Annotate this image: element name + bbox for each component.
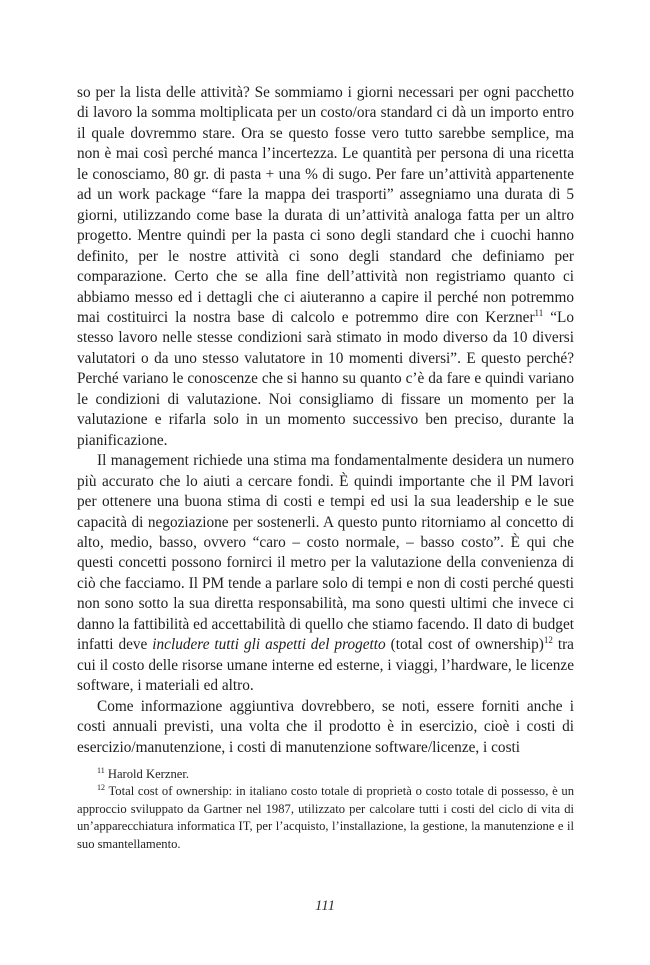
text-segment: tra cui il costo delle risorse umane interne ed esterne, i viaggi, l’hardware, le licenze software, i materiali ed altro. <box>77 636 574 695</box>
paragraph-1 <box>77 83 574 451</box>
footnote-number: 12 <box>97 783 105 793</box>
footnote-12 <box>77 783 574 853</box>
footnote-text: Total cost of ownership: in italiano costo totale di proprietà o costo totale di possesso, è un approccio sviluppato da Gartner nel 1987, utilizzato per calcolare tutti i costi del ciclo di vita di un’apparecchiatura informatica IT, per l’acquisto, l’installazione, la gestione, la manutenzione e il suo smantellamento. <box>77 784 574 851</box>
footnote-text: Harold Kerzner. <box>104 767 189 781</box>
text-segment: so per la lista delle attività? Se sommiamo i giorni necessari per ogni pacchetto di lavoro la somma moltiplicata per un costo/ora standard ci dà un importo entro il quale dovremmo stare. Ora se questo fosse vero tutto sarebbe semplice, ma non è mai così perché manca l’incertezza. Le quantità per persona di una ricetta le conosciamo, 80 gr. di pasta + una % di sugo. Per fare un’attività appartenente ad un work package “fare la mappa dei trasporti” assegniamo una durata di 5 giorni, utilizzando come base la durata di un’attività analoga fatta per un altro progetto. Mentre quindi per la pasta ci sono degli standard che i cuochi hanno definito, per le nostre attività ci sono degli standard che definiamo per comparazione. Certo che se alla fine dell’attività non registriamo quanto ci abbiamo messo ed i dettagli che ci aiuteranno a capire il perché non potremmo mai costituirci la nostra base di calcolo e potremmo dire con Kerzner <box>77 84 574 326</box>
text-segment: (total cost of ownership) <box>385 636 544 654</box>
footnotes <box>77 766 574 853</box>
body-text <box>77 83 574 758</box>
emphasis-text: includere tutti gli aspetti del progetto <box>152 636 386 654</box>
page-number: 111 <box>314 898 336 914</box>
text-segment: “Lo stesso lavoro nelle stesse condizioni sarà stimato in modo diverso da 10 diversi valutatori o da uno stesso valutatore in 10 momenti diversi”. E questo perché? Perché variano le conoscenze che si hanno su quanto c’è da fare e quindi variano le condizioni di valutazione. Noi consigliamo di fissare un momento per la valutazione e rifarla solo in un momento successivo ben preciso, durante la pianificazione. <box>77 308 574 449</box>
page-body <box>77 83 574 758</box>
footnote-11 <box>77 766 574 783</box>
footnote-ref-12: 12 <box>543 635 553 646</box>
footnote-number: 11 <box>97 765 105 775</box>
text-segment: Come informazione aggiuntiva dovrebbero, se noti, essere forniti anche i costi annuali previsti, una volta che il prodotto è in esercizio, cioè i costi di esercizio/manutenzione, i costi di manutenzione software/licenze, i costi <box>77 697 574 756</box>
footnote-ref-11: 11 <box>534 307 544 318</box>
paragraph-2 <box>77 451 574 696</box>
paragraph-3 <box>77 697 574 758</box>
text-segment: Il management richiede una stima ma fondamentalmente desidera un numero più accurato che lo aiuti a cercare fondi. È quindi importante che il PM lavori per ottenere una buona stima di costi e tempi ed usi la sua leadership e le sue capacità di negoziazione per sostenerli. A questo punto ritorniamo al concetto di alto, medio, basso, ovvero “caro – costo normale, – basso costo”. È qui che questi concetti possono fornirci il metro per la valutazione della convenienza di ciò che facciamo. Il PM tende a parlare solo di tempi e non di costi perché questi non sono sotto la sua diretta responsabilità, ma sono questi ultimi che invece ci danno la fattibilità ed accettabilità di quello che stiamo facendo. Il dato di budget infatti deve <box>77 452 574 654</box>
